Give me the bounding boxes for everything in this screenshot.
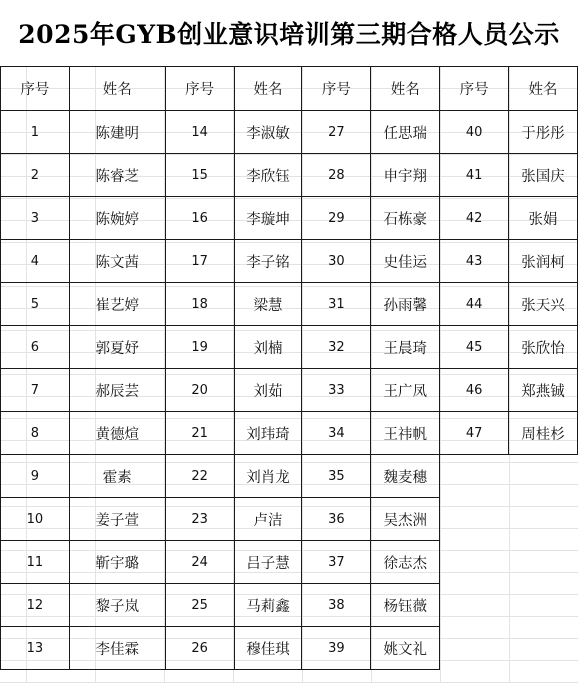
person-name-cell: 陈睿芝 bbox=[69, 154, 165, 197]
serial-number-cell: 46 bbox=[440, 369, 509, 412]
person-name-cell: 吕子慧 bbox=[234, 541, 302, 584]
person-name-cell: 任思瑞 bbox=[371, 111, 440, 154]
person-name-cell: 郭夏妤 bbox=[69, 326, 165, 369]
header-cell-name: 姓名 bbox=[371, 67, 440, 111]
serial-number-cell: 19 bbox=[165, 326, 234, 369]
person-name-cell: 张娟 bbox=[509, 197, 578, 240]
person-name-cell: 孙雨馨 bbox=[371, 283, 440, 326]
person-name-cell: 王晨琦 bbox=[371, 326, 440, 369]
serial-number-cell: 7 bbox=[1, 369, 70, 412]
table-row bbox=[1, 584, 578, 627]
serial-number-cell: 36 bbox=[302, 498, 371, 541]
empty-cell bbox=[440, 498, 578, 541]
header-cell-name: 姓名 bbox=[69, 67, 165, 111]
serial-number-cell: 35 bbox=[302, 455, 371, 498]
table-row bbox=[1, 154, 578, 197]
person-name-cell: 郝辰芸 bbox=[69, 369, 165, 412]
person-name-cell: 穆佳琪 bbox=[234, 627, 302, 670]
serial-number-cell: 14 bbox=[165, 111, 234, 154]
person-name-cell: 刘肖龙 bbox=[234, 455, 302, 498]
serial-number-cell: 31 bbox=[302, 283, 371, 326]
empty-cell bbox=[440, 541, 578, 584]
serial-number-cell: 40 bbox=[440, 111, 509, 154]
serial-number-cell: 47 bbox=[440, 412, 509, 455]
serial-number-cell: 27 bbox=[302, 111, 371, 154]
serial-number-cell: 9 bbox=[1, 455, 70, 498]
table-row bbox=[1, 326, 578, 369]
table-row bbox=[1, 627, 578, 670]
person-name-cell: 卢洁 bbox=[234, 498, 302, 541]
person-name-cell: 张国庆 bbox=[509, 154, 578, 197]
serial-number-cell: 16 bbox=[165, 197, 234, 240]
person-name-cell: 刘茹 bbox=[234, 369, 302, 412]
serial-number-cell: 3 bbox=[1, 197, 70, 240]
table-row bbox=[1, 541, 578, 584]
header-cell-name: 姓名 bbox=[234, 67, 302, 111]
serial-number-cell: 11 bbox=[1, 541, 70, 584]
person-name-cell: 梁慧 bbox=[234, 283, 302, 326]
empty-cell bbox=[440, 584, 578, 627]
serial-number-cell: 18 bbox=[165, 283, 234, 326]
person-name-cell: 陈婉婷 bbox=[69, 197, 165, 240]
serial-number-cell: 41 bbox=[440, 154, 509, 197]
serial-number-cell: 22 bbox=[165, 455, 234, 498]
person-name-cell: 申宇翔 bbox=[371, 154, 440, 197]
page-title: 2025年GYB创业意识培训第三期合格人员公示 bbox=[18, 20, 560, 49]
person-name-cell: 刘玮琦 bbox=[234, 412, 302, 455]
header-row bbox=[1, 67, 578, 111]
person-name-cell: 郑燕铖 bbox=[509, 369, 578, 412]
table-row bbox=[1, 412, 578, 455]
serial-number-cell: 37 bbox=[302, 541, 371, 584]
person-name-cell: 马莉鑫 bbox=[234, 584, 302, 627]
person-name-cell: 李淑敏 bbox=[234, 111, 302, 154]
person-name-cell: 刘楠 bbox=[234, 326, 302, 369]
empty-cell bbox=[440, 627, 578, 670]
table-row bbox=[1, 498, 578, 541]
header-cell-no: 序号 bbox=[1, 67, 70, 111]
table-row bbox=[1, 369, 578, 412]
person-name-cell: 崔艺婷 bbox=[69, 283, 165, 326]
serial-number-cell: 2 bbox=[1, 154, 70, 197]
person-name-cell: 陈建明 bbox=[69, 111, 165, 154]
person-name-cell: 杨钰薇 bbox=[371, 584, 440, 627]
person-name-cell: 史佳运 bbox=[371, 240, 440, 283]
header-cell-name: 姓名 bbox=[509, 67, 578, 111]
serial-number-cell: 42 bbox=[440, 197, 509, 240]
serial-number-cell: 24 bbox=[165, 541, 234, 584]
serial-number-cell: 17 bbox=[165, 240, 234, 283]
person-name-cell: 于彤彤 bbox=[509, 111, 578, 154]
serial-number-cell: 8 bbox=[1, 412, 70, 455]
person-name-cell: 周桂杉 bbox=[509, 412, 578, 455]
header-cell-no: 序号 bbox=[302, 67, 371, 111]
person-name-cell: 姜子萱 bbox=[69, 498, 165, 541]
person-name-cell: 张润柯 bbox=[509, 240, 578, 283]
serial-number-cell: 30 bbox=[302, 240, 371, 283]
table-row bbox=[1, 240, 578, 283]
person-name-cell: 王祎帆 bbox=[371, 412, 440, 455]
serial-number-cell: 34 bbox=[302, 412, 371, 455]
serial-number-cell: 1 bbox=[1, 111, 70, 154]
serial-number-cell: 28 bbox=[302, 154, 371, 197]
serial-number-cell: 13 bbox=[1, 627, 70, 670]
table-row bbox=[1, 197, 578, 240]
person-name-cell: 李子铭 bbox=[234, 240, 302, 283]
person-name-cell: 石栋豪 bbox=[371, 197, 440, 240]
person-name-cell: 张欣怡 bbox=[509, 326, 578, 369]
serial-number-cell: 29 bbox=[302, 197, 371, 240]
person-name-cell: 霍素 bbox=[69, 455, 165, 498]
person-name-cell: 徐志杰 bbox=[371, 541, 440, 584]
person-name-cell: 李璇坤 bbox=[234, 197, 302, 240]
serial-number-cell: 20 bbox=[165, 369, 234, 412]
person-name-cell: 张天兴 bbox=[509, 283, 578, 326]
roster-body bbox=[1, 67, 578, 670]
person-name-cell: 陈文茜 bbox=[69, 240, 165, 283]
serial-number-cell: 39 bbox=[302, 627, 371, 670]
person-name-cell: 李欣钰 bbox=[234, 154, 302, 197]
serial-number-cell: 15 bbox=[165, 154, 234, 197]
empty-cell bbox=[440, 455, 578, 498]
serial-number-cell: 25 bbox=[165, 584, 234, 627]
serial-number-cell: 33 bbox=[302, 369, 371, 412]
person-name-cell: 黄德煊 bbox=[69, 412, 165, 455]
serial-number-cell: 6 bbox=[1, 326, 70, 369]
serial-number-cell: 21 bbox=[165, 412, 234, 455]
serial-number-cell: 23 bbox=[165, 498, 234, 541]
person-name-cell: 李佳霖 bbox=[69, 627, 165, 670]
person-name-cell: 吴杰洲 bbox=[371, 498, 440, 541]
serial-number-cell: 32 bbox=[302, 326, 371, 369]
serial-number-cell: 10 bbox=[1, 498, 70, 541]
table-row bbox=[1, 111, 578, 154]
person-name-cell: 姚文礼 bbox=[371, 627, 440, 670]
roster-table bbox=[0, 66, 578, 670]
serial-number-cell: 26 bbox=[165, 627, 234, 670]
table-row bbox=[1, 283, 578, 326]
person-name-cell: 王广凤 bbox=[371, 369, 440, 412]
person-name-cell: 魏麦穗 bbox=[371, 455, 440, 498]
header-cell-no: 序号 bbox=[165, 67, 234, 111]
serial-number-cell: 5 bbox=[1, 283, 70, 326]
serial-number-cell: 12 bbox=[1, 584, 70, 627]
serial-number-cell: 38 bbox=[302, 584, 371, 627]
serial-number-cell: 44 bbox=[440, 283, 509, 326]
header-cell-no: 序号 bbox=[440, 67, 509, 111]
person-name-cell: 靳宇璐 bbox=[69, 541, 165, 584]
person-name-cell: 黎子岚 bbox=[69, 584, 165, 627]
serial-number-cell: 4 bbox=[1, 240, 70, 283]
serial-number-cell: 45 bbox=[440, 326, 509, 369]
serial-number-cell: 43 bbox=[440, 240, 509, 283]
table-row bbox=[1, 455, 578, 498]
